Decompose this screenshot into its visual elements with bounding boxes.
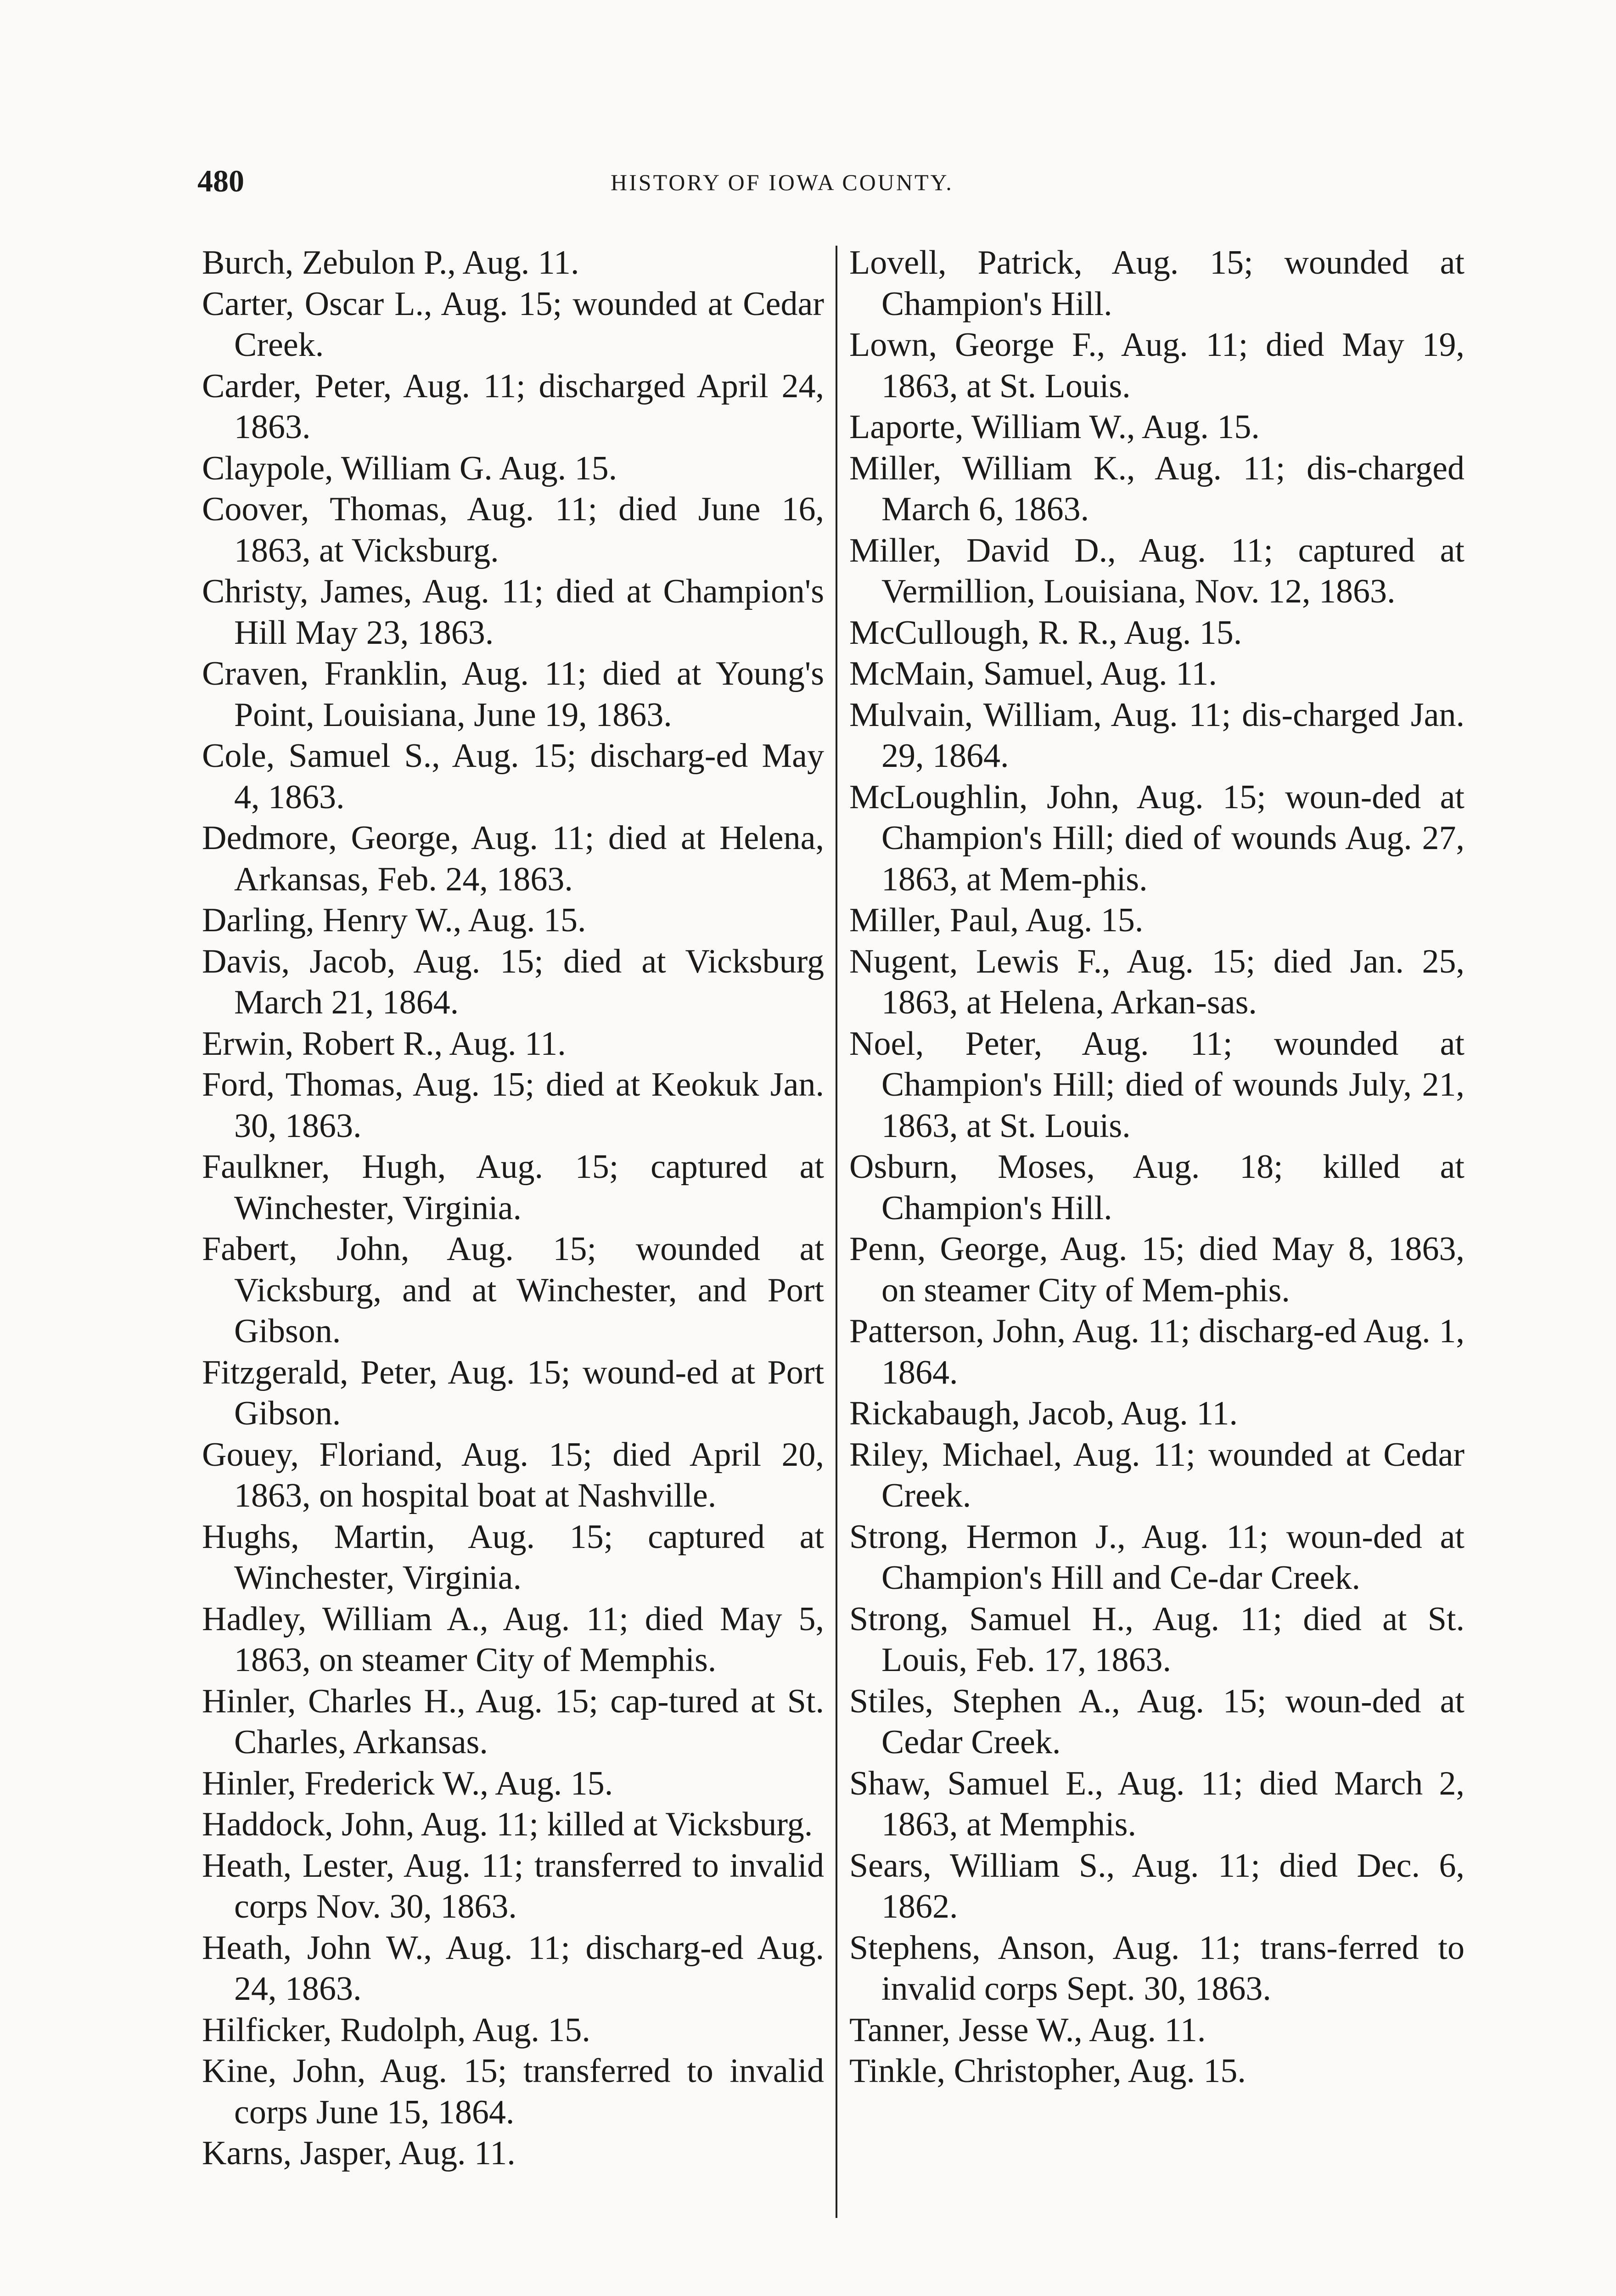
- roster-entry: Strong, Hermon J., Aug. 11; woun-ded at Champion's Hill and Ce-dar Creek.: [849, 1518, 1464, 1597]
- roster-entry: Karns, Jasper, Aug. 11.: [202, 2134, 516, 2172]
- roster-entry: Hilficker, Rudolph, Aug. 15.: [202, 2011, 590, 2049]
- roster-entry: Stephens, Anson, Aug. 11; trans-ferred to invalid corps Sept. 30, 1863.: [849, 1929, 1464, 2008]
- page-number: 480: [197, 163, 244, 198]
- roster-entry: Carder, Peter, Aug. 11; discharged April 24, 1863.: [202, 367, 824, 446]
- roster-entry: Stiles, Stephen A., Aug. 15; woun-ded at Cedar Creek.: [849, 1682, 1464, 1761]
- roster-entry: Laporte, William W., Aug. 15.: [849, 408, 1260, 446]
- roster-entry: Strong, Samuel H., Aug. 11; died at St. Louis, Feb. 17, 1863.: [849, 1600, 1464, 1679]
- roster-entry: Tanner, Jesse W., Aug. 11.: [849, 2011, 1206, 2049]
- running-head: HISTORY OF IOWA COUNTY.: [611, 169, 954, 195]
- roster-entry: Rickabaugh, Jacob, Aug. 11.: [849, 1395, 1238, 1432]
- roster-entry: Coover, Thomas, Aug. 11; died June 16, 1863, at Vicksburg.: [202, 490, 824, 569]
- roster-entry: Darling, Henry W., Aug. 15.: [202, 901, 586, 939]
- roster-entry: Heath, Lester, Aug. 11; transferred to invalid corps Nov. 30, 1863.: [202, 1846, 824, 1925]
- roster-entry: Miller, William K., Aug. 11; dis-charged March 6, 1863.: [849, 449, 1464, 528]
- roster-entry: Fitzgerald, Peter, Aug. 15; wound-ed at Port Gibson.: [202, 1353, 824, 1432]
- roster-entry: Craven, Franklin, Aug. 11; died at Young's Point, Louisiana, June 19, 1863.: [202, 655, 824, 734]
- roster-entry: Mulvain, William, Aug. 11; dis-charged Jan. 29, 1864.: [849, 696, 1464, 775]
- roster-entry: Heath, John W., Aug. 11; discharg-ed Aug. 24, 1863.: [202, 1929, 824, 2008]
- roster-entry: Riley, Michael, Aug. 11; wounded at Cedar Creek.: [849, 1435, 1464, 1514]
- roster-entry: Davis, Jacob, Aug. 15; died at Vicksburg March 21, 1864.: [202, 942, 824, 1021]
- roster-entry: McLoughlin, John, Aug. 15; woun-ded at Champion's Hill; died of wounds Aug. 27, 1863, at Mem-phis.: [849, 778, 1464, 898]
- roster-entry: Erwin, Robert R., Aug. 11.: [202, 1024, 566, 1063]
- roster-entry: Cole, Samuel S., Aug. 15; discharg-ed May 4, 1863.: [202, 737, 824, 816]
- roster-entry: Tinkle, Christopher, Aug. 15.: [849, 2052, 1246, 2090]
- roster-entry: Gouey, Floriand, Aug. 15; died April 20, 1863, on hospital boat at Nashville.: [202, 1435, 824, 1514]
- roster-entry: Patterson, John, Aug. 11; discharg-ed Aug. 1, 1864.: [849, 1312, 1464, 1391]
- roster-entry: McMain, Samuel, Aug. 11.: [849, 655, 1217, 692]
- roster-entry: Lown, George F., Aug. 11; died May 19, 1863, at St. Louis.: [849, 326, 1464, 405]
- roster-entry: Dedmore, George, Aug. 11; died at Helena, Arkansas, Feb. 24, 1863.: [202, 819, 824, 898]
- roster-entry: McCullough, R. R., Aug. 15.: [849, 613, 1242, 652]
- roster-entry: Hadley, William A., Aug. 11; died May 5, 1863, on steamer City of Memphis.: [202, 1600, 824, 1679]
- column-rule: [836, 246, 837, 2218]
- left-column: [202, 242, 824, 2174]
- roster-entry: Miller, David D., Aug. 11; captured at Vermillion, Louisiana, Nov. 12, 1863.: [849, 531, 1464, 610]
- roster-entry: Penn, George, Aug. 15; died May 8, 1863, on steamer City of Mem-phis.: [849, 1230, 1464, 1309]
- right-column: [849, 242, 1464, 2092]
- roster-entry: Hinler, Charles H., Aug. 15; cap-tured at St. Charles, Arkansas.: [202, 1682, 824, 1761]
- roster-entry: Nugent, Lewis F., Aug. 15; died Jan. 25, 1863, at Helena, Arkan-sas.: [849, 942, 1464, 1021]
- roster-entry: Noel, Peter, Aug. 11; wounded at Champion's Hill; died of wounds July, 21, 1863, at St. Louis.: [849, 1024, 1464, 1145]
- roster-entry: Sears, William S., Aug. 11; died Dec. 6, 1862.: [849, 1846, 1464, 1925]
- roster-entry: Faulkner, Hugh, Aug. 15; captured at Winchester, Virginia.: [202, 1148, 824, 1227]
- roster-entry: Fabert, John, Aug. 15; wounded at Vicksburg, and at Winchester, and Port Gibson.: [202, 1230, 824, 1350]
- roster-entry: Osburn, Moses, Aug. 18; killed at Champion's Hill.: [849, 1148, 1464, 1227]
- roster-entry: Kine, John, Aug. 15; transferred to invalid corps June 15, 1864.: [202, 2052, 824, 2131]
- roster-entry: Burch, Zebulon P., Aug. 11.: [202, 244, 579, 281]
- roster-entry: Lovell, Patrick, Aug. 15; wounded at Champion's Hill.: [849, 244, 1464, 323]
- roster-entry: Miller, Paul, Aug. 15.: [849, 901, 1144, 939]
- roster-entry: Hinler, Frederick W., Aug. 15.: [202, 1764, 613, 1802]
- roster-entry: Haddock, John, Aug. 11; killed at Vicksburg.: [202, 1806, 813, 1843]
- roster-entry: Claypole, William G. Aug. 15.: [202, 449, 617, 487]
- roster-entry: Hughs, Martin, Aug. 15; captured at Winchester, Virginia.: [202, 1518, 824, 1597]
- roster-entry: Ford, Thomas, Aug. 15; died at Keokuk Jan. 30, 1863.: [202, 1066, 824, 1145]
- roster-entry: Christy, James, Aug. 11; died at Champion's Hill May 23, 1863.: [202, 573, 824, 652]
- roster-entry: Shaw, Samuel E., Aug. 11; died March 2, 1863, at Memphis.: [849, 1764, 1464, 1843]
- roster-entry: Carter, Oscar L., Aug. 15; wounded at Cedar Creek.: [202, 285, 824, 364]
